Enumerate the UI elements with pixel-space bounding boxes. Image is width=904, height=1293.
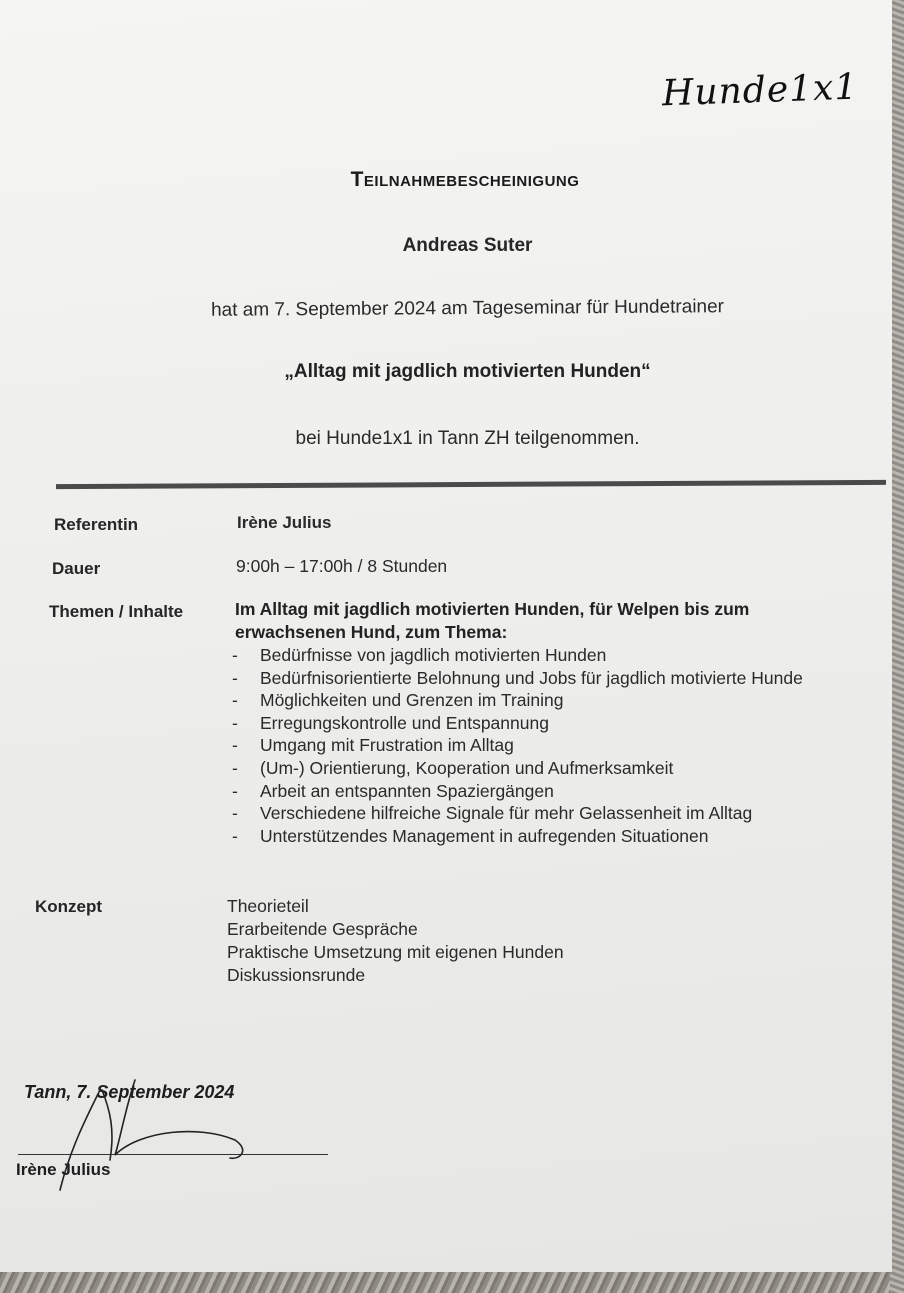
- concept-label: Konzept: [35, 897, 103, 916]
- hunde1x1-logo: Hunde1x1: [661, 66, 859, 115]
- duration-value: 9:00h – 17:00h / 8 Stunden: [236, 556, 448, 576]
- statement-line-2: bei Hunde1x1 in Tann ZH teilgenommen.: [295, 428, 640, 449]
- list-item: - Möglichkeiten und Grenzen im Training: [232, 689, 872, 712]
- topics-intro: Im Alltag mit jagdlich motivierten Hunden, für Welpen bis zum erwachsenen Hund, zum Thema:: [235, 599, 750, 642]
- carpet-background-right: [890, 0, 904, 1293]
- list-item: - Erregungskontrolle und Entspannung: [232, 712, 872, 735]
- list-item: - Umgang mit Frustration im Alltag: [232, 734, 872, 757]
- divider-rule: [56, 480, 886, 489]
- participant-name: Andreas Suter: [402, 235, 533, 256]
- signature-place-date: Tann, 7. September 2024: [24, 1082, 235, 1102]
- certificate-title: Teilnahmebescheinigung: [350, 168, 580, 191]
- list-item: Praktische Umsetzung mit eigenen Hunden: [227, 942, 564, 962]
- speaker-value: Irène Julius: [237, 513, 332, 532]
- list-item: Theorieteil: [227, 896, 309, 916]
- list-item: - (Um-) Orientierung, Kooperation und Aufmerksamkeit: [232, 757, 872, 780]
- list-item: - Verschiedene hilfreiche Signale für mehr Gelassenheit im Alltag: [232, 802, 872, 825]
- list-item: - Arbeit an entspannten Spaziergängen: [232, 780, 872, 803]
- list-item: Erarbeitende Gespräche: [227, 919, 418, 939]
- statement-line-1: hat am 7. September 2024 am Tageseminar für Hundetrainer: [210, 296, 725, 321]
- duration-label: Dauer: [52, 559, 101, 578]
- topics-list: [232, 644, 872, 847]
- list-item: - Bedürfnisorientierte Belohnung und Jobs für jagdlich motivierte Hunde: [232, 667, 860, 690]
- seminar-title: „Alltag mit jagdlich motivierten Hunden“: [284, 361, 651, 382]
- topics-label: Themen / Inhalte: [49, 602, 184, 621]
- list-item: Diskussionsrunde: [227, 965, 366, 985]
- handwritten-signature: [40, 1070, 270, 1200]
- list-item: - Bedürfnisse von jagdlich motivierten Hunden: [232, 644, 872, 667]
- concept-list: [227, 895, 564, 987]
- signer-name: Irène Julius: [16, 1160, 111, 1179]
- speaker-label: Referentin: [54, 515, 139, 534]
- list-item: - Unterstützendes Management in aufregenden Situationen: [232, 825, 872, 848]
